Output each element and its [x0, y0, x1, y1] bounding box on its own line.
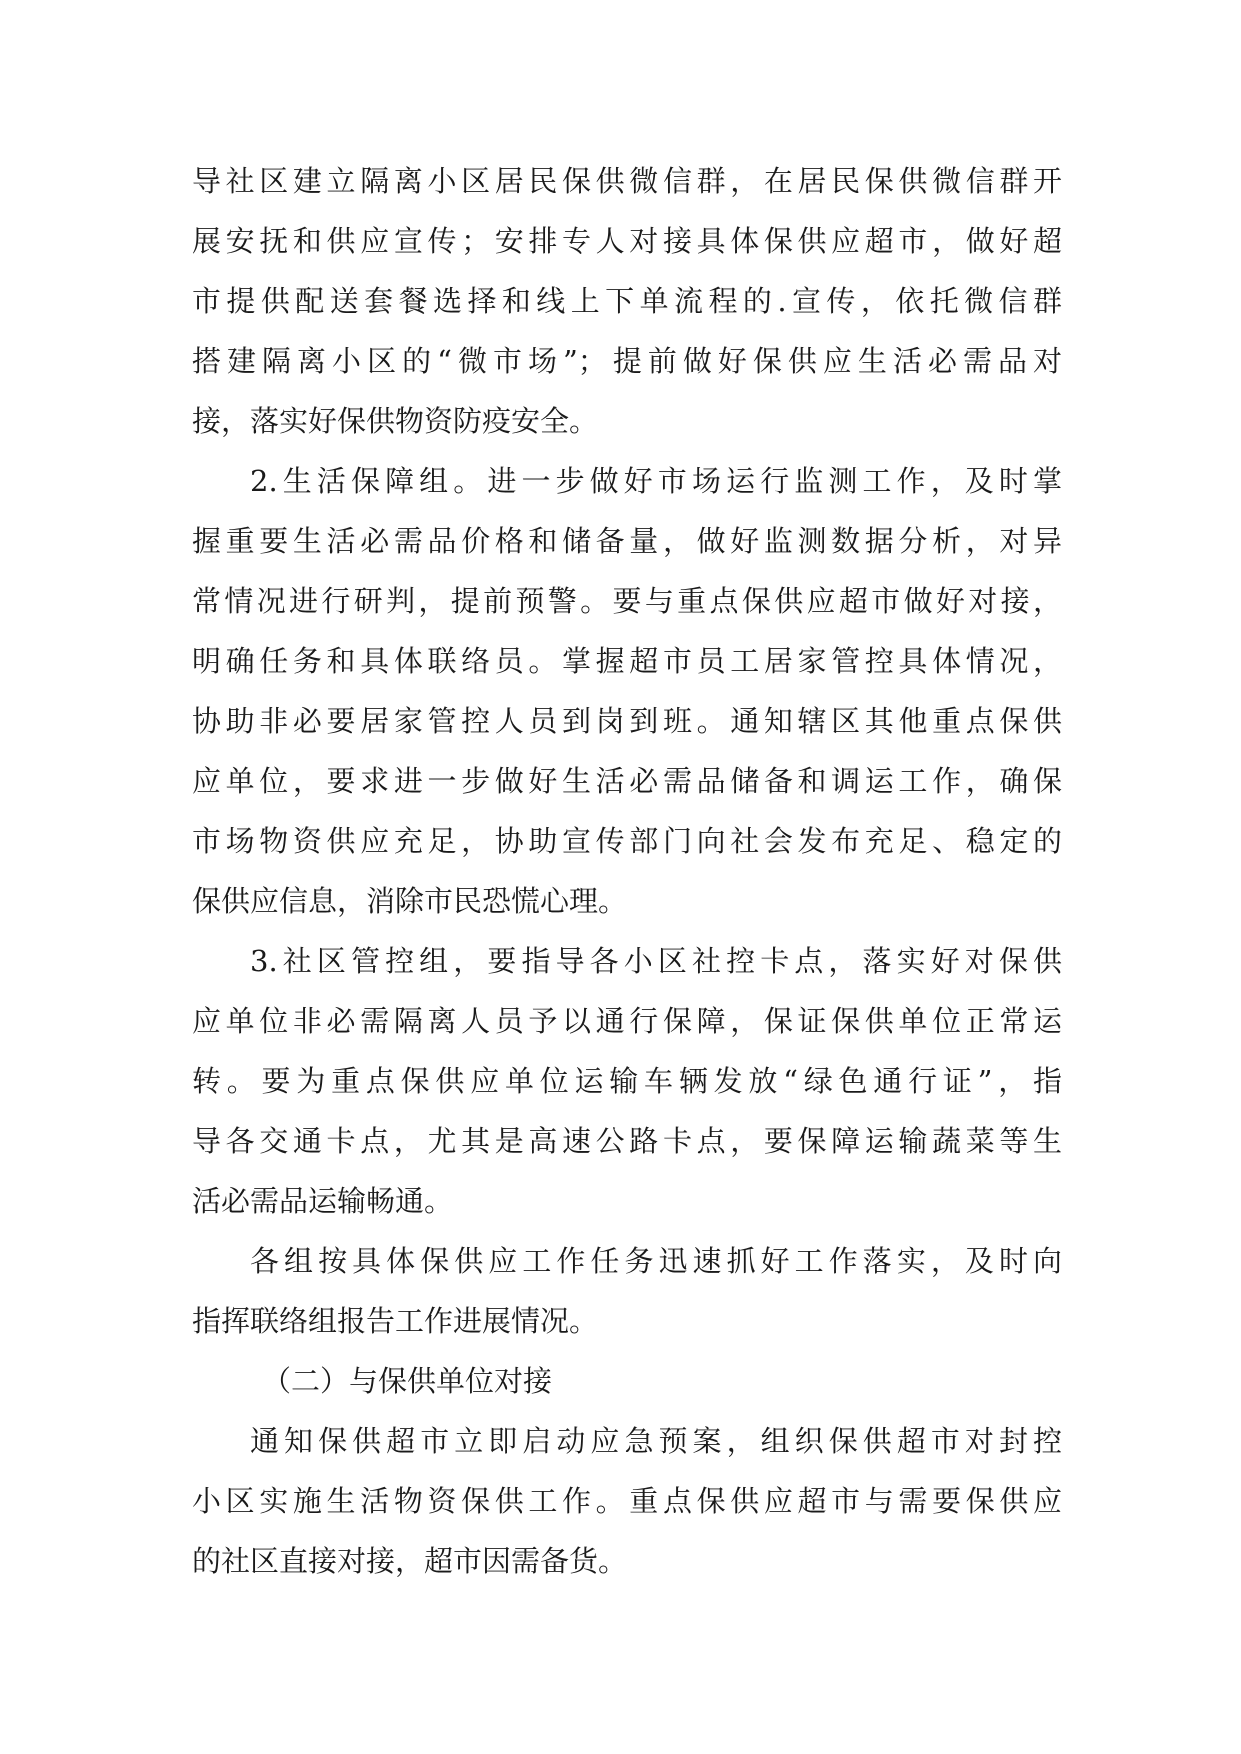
paragraph-group-reporting [192, 1231, 1062, 1351]
text-line: 各组按具体保供应工作任务迅速抓好工作落实，及时向 [250, 1244, 1062, 1278]
text-line: 3.社区管控组，要指导各小区社控卡点，落实好对保供 [250, 944, 1062, 978]
heading-line: （二）与保供单位对接 [262, 1364, 553, 1398]
text-line: 转。要为重点保供应单位运输车辆发放“绿色通行证”，指 [192, 1064, 1062, 1098]
paragraph-community-wechat [192, 151, 1062, 451]
text-line: 2.生活保障组。进一步做好市场运行监测工作，及时掌 [250, 464, 1062, 498]
paragraph-supermarket-notice [192, 1411, 1062, 1591]
text-line: 活必需品运输畅通。 [192, 1184, 454, 1218]
text-line: 保供应信息，消除市民恐慌心理。 [192, 884, 628, 918]
text-line: 展安抚和供应宣传；安排专人对接具体保供应超市，做好超 [192, 224, 1062, 258]
text-line: 导社区建立隔离小区居民保供微信群，在居民保供微信群开 [192, 164, 1062, 198]
text-line: 的社区直接对接，超市因需备货。 [192, 1544, 628, 1578]
text-line: 常情况进行研判，提前预警。要与重点保供应超市做好对接， [192, 584, 1062, 618]
paragraph-life-support-group [192, 451, 1062, 931]
text-line: 通知保供超市立即启动应急预案，组织保供超市对封控 [250, 1424, 1062, 1458]
section-heading [192, 1351, 1062, 1411]
text-line: 市提供配送套餐选择和线上下单流程的.宣传，依托微信群 [192, 284, 1062, 318]
text-line: 应单位，要求进一步做好生活必需品储备和调运工作，确保 [192, 764, 1062, 798]
text-line: 小区实施生活物资保供工作。重点保供应超市与需要保供应 [192, 1484, 1062, 1518]
document-body [192, 151, 1062, 1591]
text-line: 指挥联络组报告工作进展情况。 [192, 1304, 599, 1338]
paragraph-community-control-group [192, 931, 1062, 1231]
text-line: 明确任务和具体联络员。掌握超市员工居家管控具体情况， [192, 644, 1062, 678]
text-line: 导各交通卡点，尤其是高速公路卡点，要保障运输蔬菜等生 [192, 1124, 1062, 1158]
text-line: 握重要生活必需品价格和储备量，做好监测数据分析，对异 [192, 524, 1062, 558]
text-line: 协助非必要居家管控人员到岗到班。通知辖区其他重点保供 [192, 704, 1062, 738]
text-line: 接，落实好保供物资防疫安全。 [192, 404, 599, 438]
text-line: 市场物资供应充足，协助宣传部门向社会发布充足、稳定的 [192, 824, 1062, 858]
text-line: 搭建隔离小区的“微市场”；提前做好保供应生活必需品对 [192, 344, 1062, 378]
text-line: 应单位非必需隔离人员予以通行保障，保证保供单位正常运 [192, 1004, 1062, 1038]
